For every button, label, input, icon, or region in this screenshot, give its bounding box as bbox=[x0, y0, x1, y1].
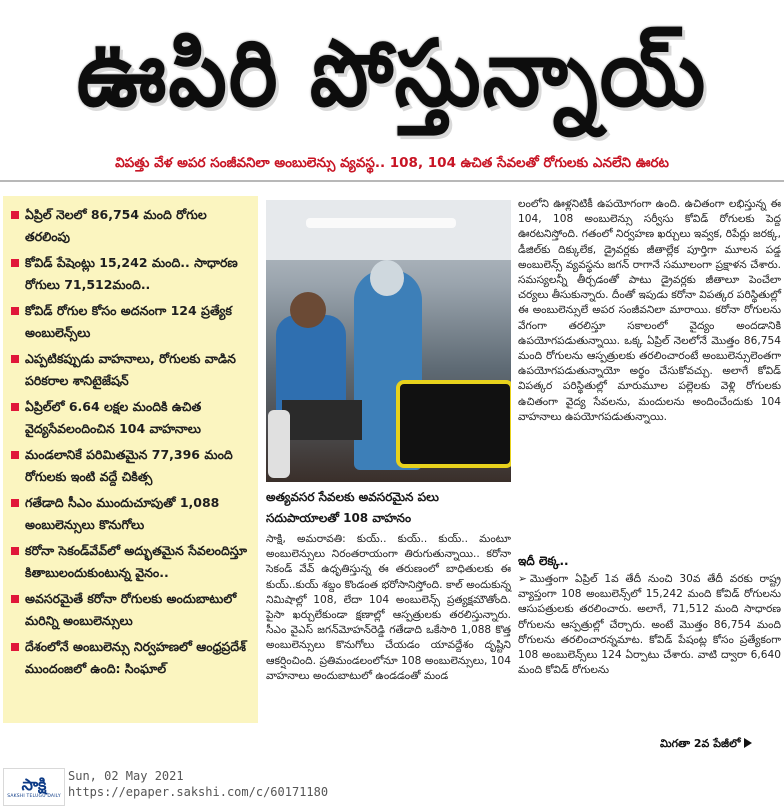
sakshi-logo[interactable] bbox=[3, 768, 65, 806]
subheadline-bar bbox=[0, 150, 784, 178]
bullet-square-icon bbox=[11, 643, 19, 651]
highlight-item: దేశంలోనే అంబులెన్సు నిర్వహణలో ఆంధ్రప్రదేశ్ ముందంజలో ఉంది: సింఘాల్ bbox=[11, 636, 252, 680]
play-arrow-icon bbox=[744, 738, 752, 748]
highlight-item: ఏప్రిల్‌లో 6.64 లక్షల మందికి ఉచిత వైద్యసేవలందించిన 104 వాహనాలు bbox=[11, 396, 252, 440]
bullet-square-icon bbox=[11, 211, 19, 219]
highlight-item: మండలానికే పరిమితమైన 77,396 మంది రోగులకు ఇంటి వద్దే చికిత్స bbox=[11, 444, 252, 488]
highlight-item: ఏప్రిల్ నెలలో 86,754 మంది రోగుల తరలింపు bbox=[11, 204, 252, 248]
stretcher bbox=[396, 380, 511, 468]
bullet-square-icon bbox=[11, 499, 19, 507]
headline: ఊపిరి పోస్తున్నాయ్ bbox=[76, 21, 708, 128]
patient-shorts bbox=[282, 400, 362, 440]
logo-tagline: SAKSHI TELUGU DAILY bbox=[7, 793, 61, 799]
ambulance-photo bbox=[266, 200, 511, 482]
subheadline: విపత్తు వేళ అపర సంజీవనిలా అంబులెన్సు వ్యవస్థ.. 108, 104 ఉచిత సేవలతో రోగులకు ఎనలేని ఊరట bbox=[115, 154, 669, 171]
bullet-square-icon bbox=[11, 307, 19, 315]
article-column-2: సాక్షి, అమరావతి: కుయ్.. కుయ్.. కుయ్.. మంటూ అంబులెన్సులు నిరంతరాయంగా తిరుగుతున్నాయి.. కరోనా సెకండ్ వేవ్ ఉధృతిస్తున్న ఈ తరుణంలో బాధితులకు ఈ కుయ్..కుయ్ శబ్దం కొండంత భరోసానిస్తోంది. కాల్ అందుకున్న నిమిషాల్లో 108, లేదా 104 అంబులెన్స్ ప్రత్యక్షమౌతోంది. పైసా ఖర్చులేకుండా క్షణాల్లో ఆస్పత్రులకు తరలిస్తున్నారు. సీఎం వైఎస్ జగన్‌మోహన్‌రెడ్డి గతేడాది ఒకేసారి 1,088 కొత్త అంబులెన్సులు కొనుగోలు చేయడం యావద్దేశం దృష్టిని ఆకర్షించింది. ప్రతిమండలంలోనూ 108 అంబులెన్సులు, 104 వాహనాలు అందుబాటులో ఉండడంతో మండ bbox=[266, 533, 511, 682]
bullet-square-icon bbox=[11, 259, 19, 267]
bullet-square-icon bbox=[11, 451, 19, 459]
bullet-square-icon bbox=[11, 403, 19, 411]
highlight-item: కరోనా సెకండ్‌వేవ్‌లో అద్భుతమైన సేవలందిస్తూ కితాబులందుకుంటున్న వైనం.. bbox=[11, 540, 252, 584]
highlights-box bbox=[3, 196, 258, 723]
headline-banner bbox=[0, 0, 784, 150]
bullet-square-icon bbox=[11, 595, 19, 603]
ambulance-ceiling bbox=[266, 200, 511, 260]
bullet-square-icon bbox=[11, 355, 19, 363]
divider bbox=[0, 180, 784, 182]
oxygen-cylinder bbox=[268, 410, 290, 478]
highlight-item: అవసరమైతే కరోనా రోగులకు అందుబాటులో మరిన్ని అంబులెన్సులు bbox=[11, 588, 252, 632]
publish-date: Sun, 02 May 2021 bbox=[68, 769, 184, 783]
section-heading: ఇదీ లెక్క.. bbox=[518, 554, 569, 568]
bullet-square-icon bbox=[11, 547, 19, 555]
photo-caption: అత్యవసర సేవలకు అవసరమైన పలు సదుపాయాలతో 108 వాహనం bbox=[266, 490, 439, 525]
ppe-hood bbox=[370, 260, 404, 296]
logo-wordmark: సాక్షి bbox=[21, 774, 47, 794]
ceiling-light bbox=[306, 218, 456, 228]
article-column-3: లంలోని ఊళ్లనిటికీ ఉపయోగంగా ఉంది. ఉచితంగా లభిస్తున్న ఈ 104, 108 అంబులెన్సు సర్వీసు కోవిడ్ రోగులకు పెద్ద ఊరటనిస్తోంది. గతంలో నిర్వహణ ఖర్చులు ఇవ్వక, రిపేర్లు జరక్క, డీజిల్‌కు దిక్కులేక, డ్రైవర్లకు జీతాల్లేక పూర్తిగా మూలన పడ్డ అంబులెన్స్ వ్యవస్థను జగన్ రాగానే సమూలంగా ప్రక్షాళన చేశారు. సమస్యలన్నీ తీర్చడంతో పాటు డ్రైవర్లకు జీతాలూ పెంచేలా చర్యలు తీసుకున్నారు. దీంతో ఇపుడు కరోనా విపత్కర పరిస్థితుల్లో ఈ అంబులెన్సులే అపర సంజీవనిలా మారాయి. కరోనా రోగులను వేగంగా తరలిస్తూ సకాలంలో వైద్యం అందడానికి ఉపయోగపడుతున్నాయి. ఒక్క ఏప్రిల్ నెలలోనే మొత్తం 86,754 మంది రోగులను ఆస్పత్రులకు తరలించారంటే అంబులెన్సులెంతగా ఉపయోగపడుతున్నాయో అర్థం చేసుకోవచ్చు. అలాగే కోవిడ్ విపత్కర పరిస్థితుల్లో మారుమూల పల్లెలకు వెళ్లి రోగులకు ఉచితంగా వైద్య సేవలను, మందులను అందించేందుకు 104 వాహనాలు ఉపయోగపడుతున్నాయి. bbox=[518, 198, 781, 423]
patient-head bbox=[290, 292, 326, 328]
highlight-item: ఎప్పటికప్పుడు వాహనాలు, రోగులకు వాడిన పరికరాల శానిటైజేషన్ bbox=[11, 348, 252, 392]
highlight-item: గతేడాది సీఎం ముందుచూపుతో 1,088 అంబులెన్సులు కొనుగోలు bbox=[11, 492, 252, 536]
epaper-link[interactable]: https://epaper.sakshi.com/c/60171180 bbox=[68, 785, 329, 799]
footer-meta bbox=[68, 768, 328, 800]
arrow-bullet-icon: ➢ bbox=[518, 573, 527, 585]
section-body: ➢ మొత్తంగా ఏప్రిల్ 1వ తేదీ నుంచి 30వ తేదీ వరకు రాష్ట్ర వ్యాప్తంగా 108 అంబులెన్స్‌లో 15,242 మంది కోవిడ్ రోగులను ఆసుపత్రులకు తరలించారు. అలాగే, 71,512 మంది సాధారణ రోగులను ఆస్పత్రుల్లో చేర్చారు. అంటే మొత్తం 86,754 మంది రోగులను తరలించారన్నమాట. కోవిడ్ పేషంట్ల కోసం ప్రత్యేకంగా 108 అంబులెన్స్‌లు 124 ఏర్పాటు చేశారు. వాటి ద్వారా 6,640 మంది కోవిడ్ రోగులను bbox=[518, 573, 781, 677]
highlight-item: కోవిడ్ రోగుల కోసం అదనంగా 124 ప్రత్యేక అంబులెన్స్‌లు bbox=[11, 300, 252, 344]
continued-note: మిగతా 2వ పేజీలో bbox=[660, 737, 752, 753]
highlight-item: కోవిడ్ పేషెంట్లు 15,242 మంది.. సాధారణ రోగులు 71,512మంది.. bbox=[11, 252, 252, 296]
